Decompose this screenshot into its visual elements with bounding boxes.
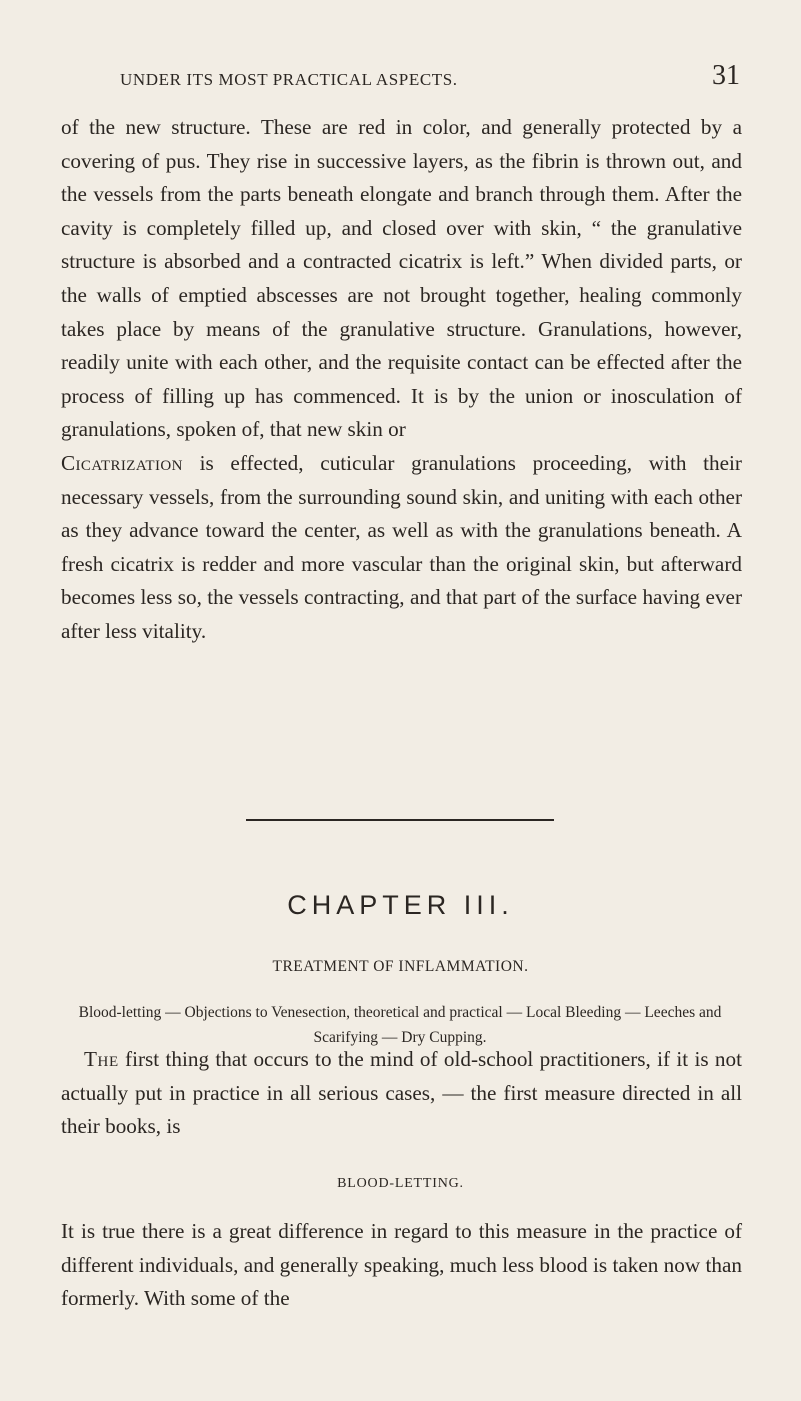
paragraph-1-text: of the new structure. These are red in color, and generally protected by a covering of pus. They rise in successive layers, as the fibrin is thrown out, and the vessels from the parts beneath elongate and branch through them. After the cavity is completely filled up, and closed over with skin, “ the granulative structure is absorbed and a contracted cicatrix is left.” When divided parts, or the walls of emptied abscesses are not brought together, healing commonly takes place by means of the granulative structure. Granulations, however, readily unite with each other, and the requisite contact can be effected after the process of filling up has commenced. It is by the union or inosculation of granulations, spoken of, that new skin or (61, 115, 742, 442)
section-label-blood-letting: BLOOD-LETTING. (337, 1176, 464, 1191)
paragraph-old-school (61, 1043, 742, 1144)
chapter-heading: CHAPTER III. (287, 890, 514, 920)
paragraph-blood-letting (61, 1215, 742, 1316)
running-head-title: UNDER ITS MOST PRACTICAL ASPECTS. (120, 70, 458, 89)
term-cicatrization: Cicatrization (61, 450, 183, 475)
paragraph-3-text: It is true there is a great difference in regard to this measure in the practice of different individuals, and generally speaking, much less blood is taken now than formerly. With some of the (61, 1219, 742, 1311)
page-number: 31 (712, 60, 740, 91)
chapter-title: TREATMENT OF INFLAMMATION. (272, 958, 529, 975)
paragraph-2-lead: The (84, 1047, 119, 1071)
section-divider-rule (246, 819, 554, 821)
paragraph-1-continuation: is effected, cuticular granulations proceeding, with their necessary vessels, from the surrounding sound skin, and uniting with each other as they advance toward the center, as well as with the granulations beneath. A fresh cicatrix is redder and more vascular than the original skin, but afterward becomes less so, the vessels contracting, and that part of the surface having ever after less vitality. (61, 450, 742, 643)
paragraph-cicatrization (61, 111, 742, 649)
paragraph-2-text: first thing that occurs to the mind of old-school practitioners, if it is not actually put in practice in all serious cases, — the first measure directed in all their books, is (61, 1047, 742, 1139)
chapter-synopsis: Blood-letting — Objections to Venesection, theoretical and practical — Local Bleeding — Leeches and Scarifying — Dry Cupping. (78, 1004, 722, 1046)
running-head (120, 60, 740, 94)
